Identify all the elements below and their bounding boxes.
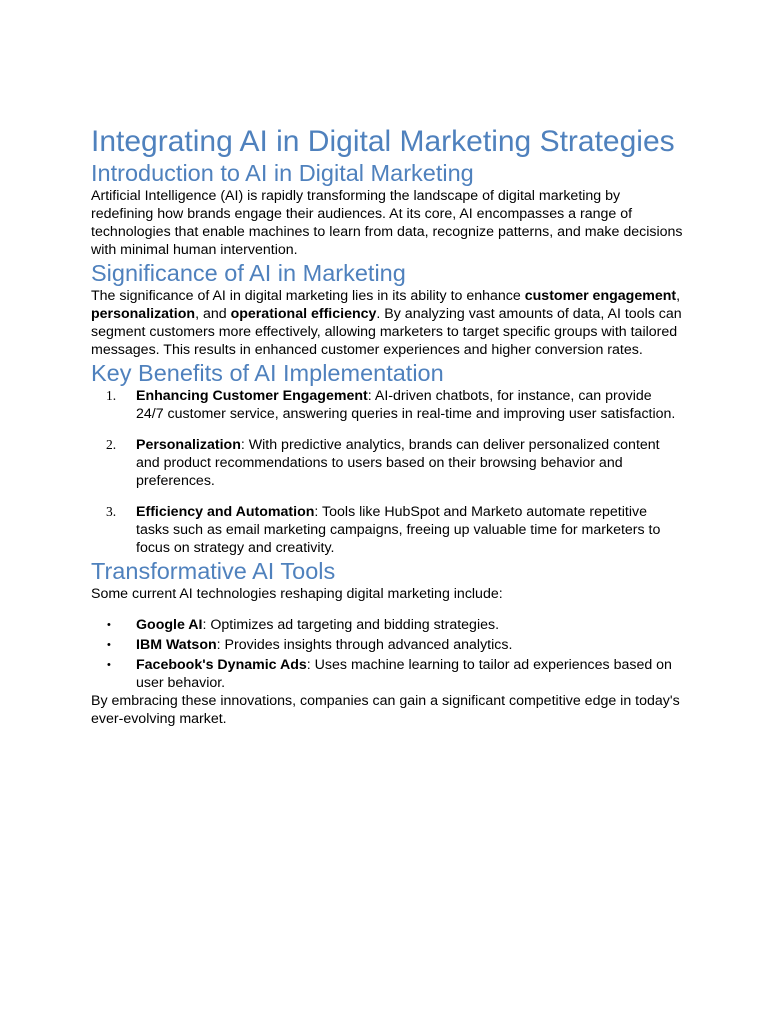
page-title: Integrating AI in Digital Marketing Strategies xyxy=(91,125,675,158)
list-item-title: Personalization xyxy=(136,437,241,453)
list-number: 1. xyxy=(106,388,117,403)
significance-text-4: . By analyzing vast amounts of data, AI tools can segment customers more effectively, allowing marketers to target specific groups with tailored messages. This results in enhanced customer experiences and higher conversion rates. xyxy=(91,306,682,358)
list-item xyxy=(91,636,683,654)
significance-bold-operational-efficiency: operational efficiency xyxy=(230,306,377,322)
list-item xyxy=(91,616,683,634)
list-item-title: Facebook's Dynamic Ads xyxy=(136,657,307,673)
intro-heading: Introduction to AI in Digital Marketing xyxy=(91,160,474,186)
significance-paragraph xyxy=(91,287,683,359)
significance-heading: Significance of AI in Marketing xyxy=(91,260,406,286)
list-item-text: : Uses machine learning to tailor ad experiences based on user behavior. xyxy=(136,657,672,691)
list-item-text: : AI-driven chatbots, for instance, can provide 24/7 customer service, answering queries in real-time and improving user satisfaction. xyxy=(136,388,676,422)
list-item-text: : Tools like HubSpot and Marketo automate repetitive tasks such as email marketing campaigns, freeing up valuable time for marketers to focus on strategy and creativity. xyxy=(136,504,661,556)
benefits-list xyxy=(91,387,683,557)
significance-bold-personalization: personalization xyxy=(91,306,196,322)
significance-text-2: , xyxy=(676,288,681,304)
list-number: 2. xyxy=(106,437,117,452)
list-item-title: IBM Watson xyxy=(136,637,217,653)
benefits-heading: Key Benefits of AI Implementation xyxy=(91,360,444,386)
document-page xyxy=(91,124,683,728)
significance-bold-customer-engagement: customer engagement xyxy=(524,288,677,304)
significance-text-1: The significance of AI in digital marketing lies in its ability to enhance xyxy=(91,288,525,304)
bullet-icon: • xyxy=(107,619,111,631)
closing-paragraph: By embracing these innovations, companies can gain a significant competitive edge in today's ever-evolving market. xyxy=(91,693,680,727)
list-item-text: : With predictive analytics, brands can deliver personalized content and product recommendations to users based on their browsing behavior and preferences. xyxy=(136,437,660,489)
list-item-title: Google AI xyxy=(136,617,203,633)
intro-paragraph: Artificial Intelligence (AI) is rapidly transforming the landscape of digital marketing by redefining how brands engage their audiences. At its core, AI encompasses a range of technologies that enable machines to learn from data, recognize patterns, and make decisions with minimal human intervention. xyxy=(91,188,683,258)
tools-list xyxy=(91,616,683,692)
list-number: 3. xyxy=(106,504,117,519)
list-item xyxy=(91,436,683,490)
list-item xyxy=(91,656,683,692)
bullet-icon: • xyxy=(107,659,111,671)
tools-intro: Some current AI technologies reshaping digital marketing include: xyxy=(91,586,503,602)
significance-text-3: , and xyxy=(195,306,231,322)
list-item xyxy=(91,387,683,423)
tools-heading: Transformative AI Tools xyxy=(91,558,336,584)
list-item xyxy=(91,503,683,557)
list-item-title: Efficiency and Automation xyxy=(136,504,315,520)
bullet-icon: • xyxy=(107,639,111,651)
list-item-text: : Optimizes ad targeting and bidding strategies. xyxy=(202,617,500,633)
list-item-text: : Provides insights through advanced analytics. xyxy=(216,637,513,653)
list-item-title: Enhancing Customer Engagement xyxy=(136,388,368,404)
